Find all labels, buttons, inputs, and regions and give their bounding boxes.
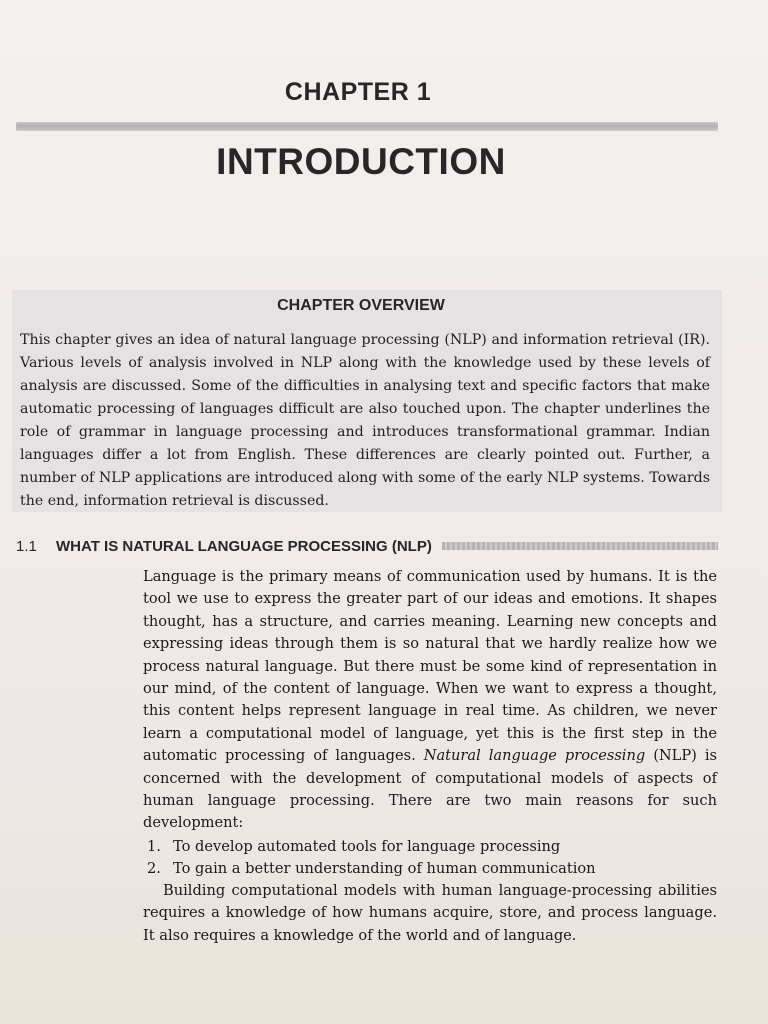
list-item (147, 836, 717, 858)
list-item-text: To develop automated tools for language processing (173, 838, 561, 855)
list-item-text: To gain a better understanding of human communication (173, 860, 596, 878)
list-item-number: 1. (147, 838, 161, 855)
list-item-number: 2. (147, 860, 161, 878)
section-title: WHAT IS NATURAL LANGUAGE PROCESSING (NLP) (56, 537, 432, 555)
section-heading (16, 536, 718, 556)
reasons-list (147, 836, 717, 881)
chapter-rule (16, 122, 718, 131)
section-number: 1.1 (16, 537, 37, 555)
chapter-title: INTRODUCTION (216, 141, 506, 182)
chapter-overview-heading: CHAPTER OVERVIEW (277, 297, 445, 314)
italic-term: Natural language processing (423, 747, 646, 765)
chapter-overview-text: This chapter gives an idea of natural language processing (NLP) and information retrieval (IR). Various levels of analysis involved in NLP along with the knowledge used by these levels of analysis are discussed. Some of the difficulties in analysing text and specific factors that make automatic processing of languages difficult are also touched upon. The chapter underlines the role of grammar in language processing and introduces transformational grammar. Indian languages differ a lot from English. These differences are clearly pointed out. Further, a number of NLP applications are introduced along with some of the early NLP systems. Towards the end, information retrieval is discussed. (20, 332, 710, 509)
paragraph-text-before: Language is the primary means of communication used by humans. It is the tool we use to express the greater part of our ideas and emotions. It shapes thought, has a structure, and carries meaning. Learning new concepts and expressing ideas through them is so natural that we hardly realize how we process natural language. But there must be some kind of representation in our mind, of the content of language. When we want to express a thought, this content helps represent language in real time. As children, we never learn a computational model of language, yet this is the first step in the automatic processing of languages. (143, 568, 717, 765)
closing-paragraph: Building computational models with human language-processing abilities requires a knowledge of how humans acquire, store, and process language. It also requires a knowledge of the world and of language. (143, 882, 717, 944)
section-paragraph (143, 566, 717, 835)
section-rule (442, 542, 718, 550)
paragraph-text-after: (NLP) is concerned with the development of computational models of aspects of human language processing. There are two main reasons for such development: (143, 747, 717, 832)
list-item (147, 858, 717, 880)
chapter-number: CHAPTER 1 (284, 78, 432, 106)
